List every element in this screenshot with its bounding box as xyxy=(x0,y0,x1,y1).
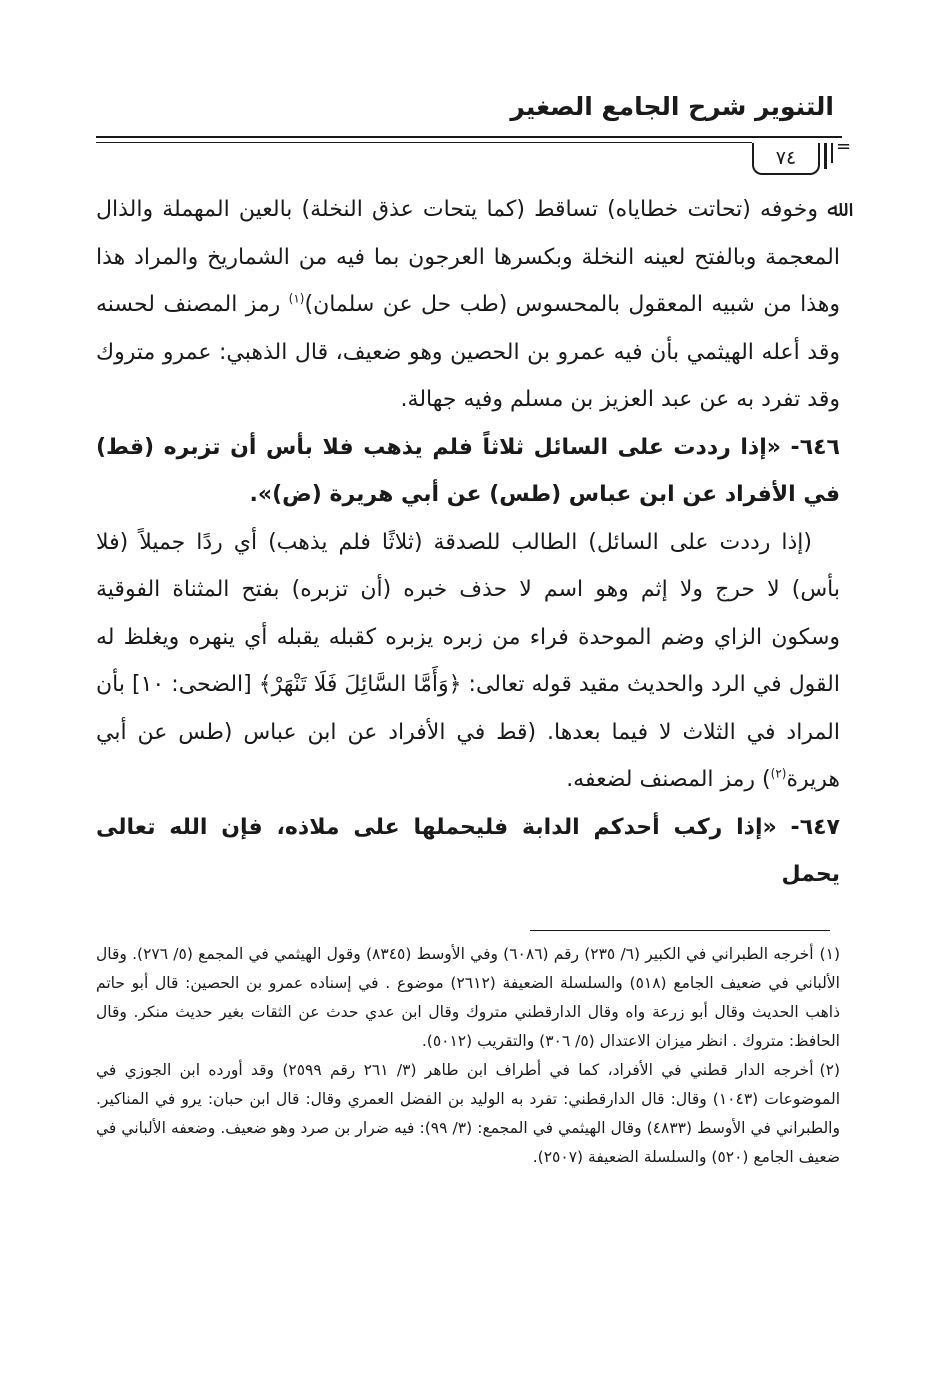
footnote-1-number: (١) xyxy=(819,945,840,963)
paragraph-2-text: (إذا رددت على السائل) الطالب للصدقة (ثلاثًا فلم يذهب) أي ردًا جميلاً (فلا بأس) لا حرج ولا إثم وهو اسم لا حذف خبره (أن تزبره) بفتح المثناة الفوقية وسكون الزاي وضم الموحدة فراء من زبره يزبره كقبله يقبله أي ينهره ويغلظ له القول في الرد والحديث مقيد قوله تعالى: ﴿وَأَمَّا السَّائِلَ فَلَا تَنْهَرْ﴾ [الضحى: ١٠] بأن المراد في الثلاث لا فيما بعدها. (قط في الأفراد عن ابن عباس (طس عن أبي هريرة xyxy=(96,529,840,792)
footnote-1-text: أخرجه الطبراني في الكبير (٦/ ٢٣٥) رقم (٦٠٨٦) وفي الأوسط (٨٣٤٥) وقول الهيثمي في المجمع (٥/ ٢٧٦). وقال الألباني في ضعيف الجامع (٥١٨) والسلسلة الضعيفة (٢٦١٢) موضوع . في إسناده عمرو بن الحصين: قال أبو حاتم ذاهب الحديث وقال أبو زرعة واه وقال الدارقطني متروك وقال ابن عدي حدث عن الثقات بغير حديث منكر. وقال الحافظ: متروك . انظر ميزان الاعتدال (٥/ ٣٠٦) والتقريب (٥٠١٢). xyxy=(96,945,840,1050)
footnote-ref-2[interactable]: (٢) xyxy=(770,766,787,781)
paragraph-commentary-1 xyxy=(96,186,840,424)
header-rule-thick xyxy=(96,136,842,138)
footnote-2-number: (٢) xyxy=(819,1061,840,1079)
main-text xyxy=(96,186,840,899)
paragraph-1-continuation: رمز المصنف لحسنه وقد أعله الهيثمي بأن فيه عمرو بن الحصين وهو ضعيف، قال الذهبي: عمرو متروك وقد تفرد به عن عبد العزيز بن مسلم وفيه جهالة. xyxy=(96,292,840,412)
paragraph-commentary-2 xyxy=(96,519,840,804)
hadith-647: ٦٤٧- «إذا ركب أحدكم الدابة فليحملها على ملاذه، فإن الله تعالى يحمل xyxy=(96,814,840,887)
header-rule-thin xyxy=(96,142,752,143)
footnotes xyxy=(96,940,840,1172)
footnote-ref-1[interactable]: (١) xyxy=(288,291,305,306)
page-number-ornament-thin xyxy=(831,143,833,163)
running-title: التنوير شرح الجامع الصغير xyxy=(510,92,834,121)
footnote-1 xyxy=(96,940,840,1056)
paragraph-1-text: ﷲ وخوفه (تحاتت خطاياه) تساقط (كما يتحات عذق النخلة) بالعين المهملة والذال المعجمة وبالفتح لعينه النخلة وبكسرها العرجون بما فيه من الشماريخ والمراد هذا وهذا من شبيه المعقول بالمحسوس (طب حل عن سلمان) xyxy=(96,197,841,317)
hadith-646: ٦٤٦- «إذا رددت على السائل ثلاثاً فلم يذهب فلا بأس أن تزبره (قط) في الأفراد عن ابن عباس (طس) عن أبي هريرة (ض)». xyxy=(96,434,840,507)
header-ornament-mark: = xyxy=(836,136,852,157)
paragraph-2-continuation: ) رمز المصنف لضعفه. xyxy=(566,767,771,792)
page-number: ٧٤ xyxy=(752,143,820,175)
page-number-ornament xyxy=(824,143,827,169)
footnote-2-text: أخرجه الدار قطني في الأفراد، كما في أطراف ابن طاهر (٣/ ٢٦١ رقم ٢٥٩٩) وقد أورده ابن الجوزي في الموضوعات (١٠٤٣) وقال: قال الدارقطني: تفرد به الوليد بن الفضل العمري وقال: قال ابن حبان: يرو في المناكير. والطبراني في الأوسط (٤٨٣٣) وقال الهيثمي في المجمع: (٣/ ٩٩): فيه ضرار بن صرد وهو ضعيف. وضعفه الألباني في ضعيف الجامع (٥٢٠) والسلسلة الضعيفة (٢٥٠٧). xyxy=(96,1061,841,1166)
footnote-separator xyxy=(530,930,830,931)
footnote-2 xyxy=(96,1056,840,1172)
